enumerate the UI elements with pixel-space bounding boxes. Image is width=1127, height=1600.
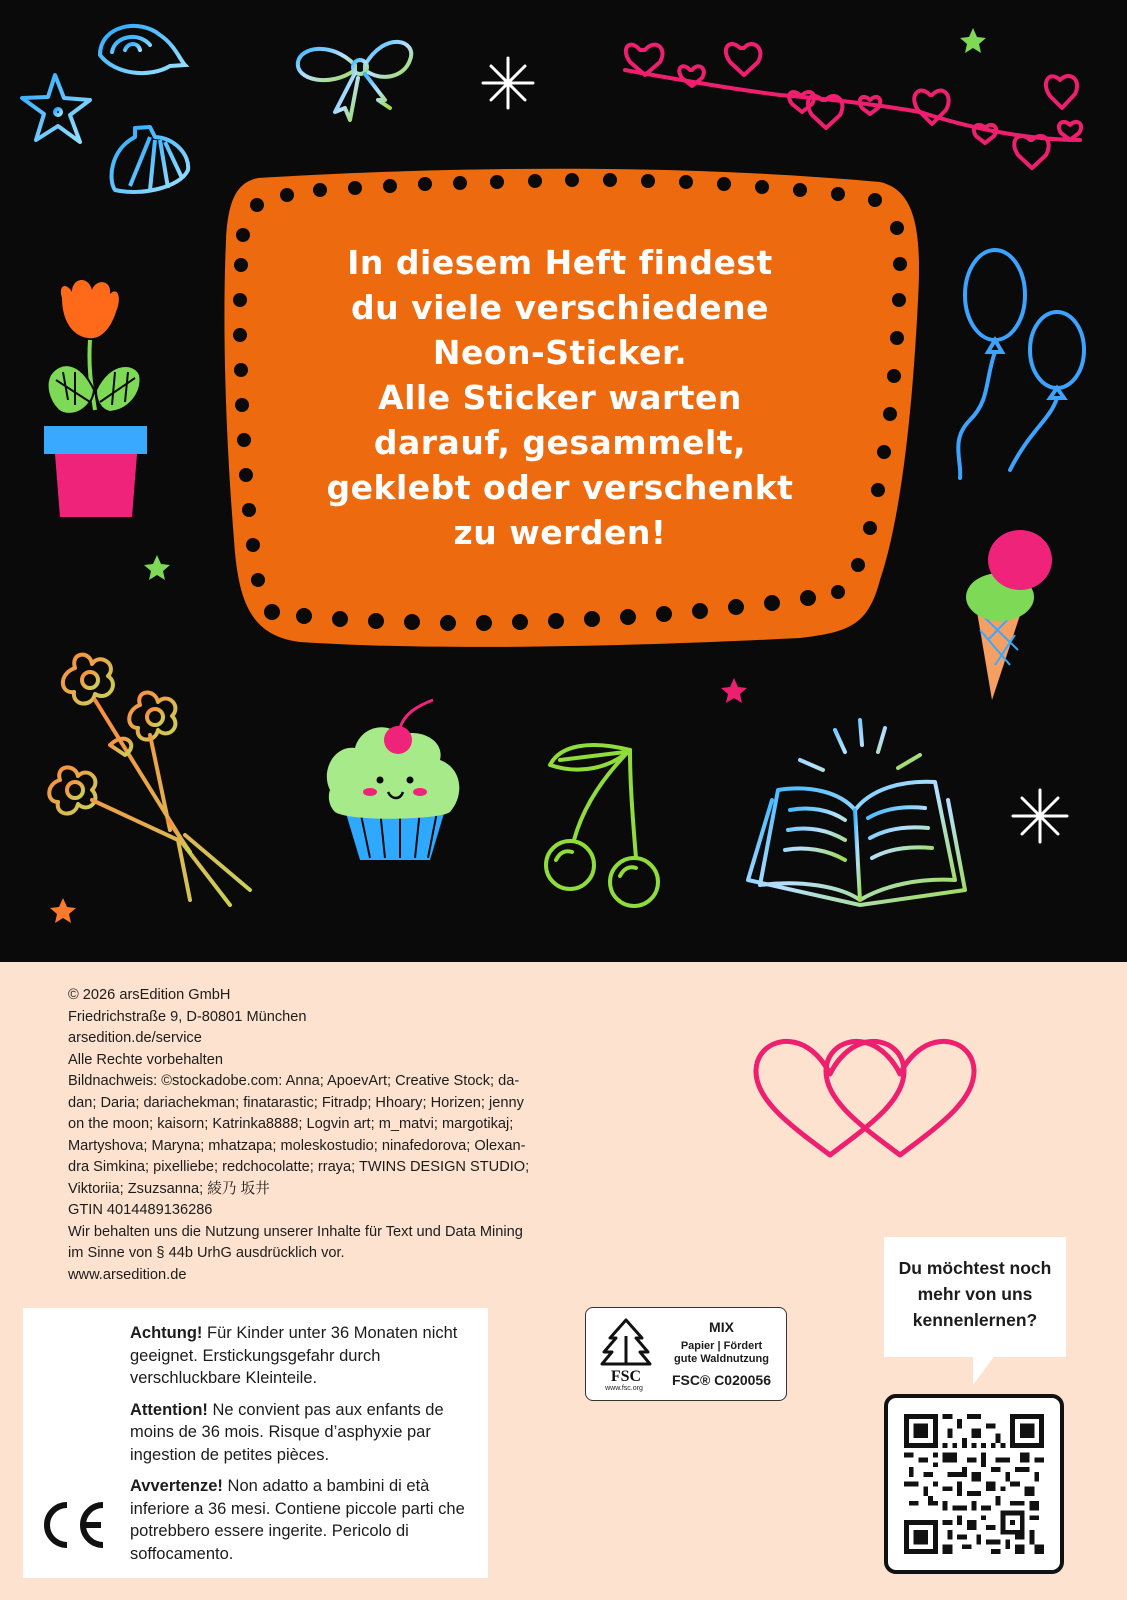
warning-it-body: Non adatto a bambini di età inferiore a 36 mesi. Contiene piccole parti che potrebbero essere ingerite. Pericolo di soffocamento. bbox=[130, 1477, 465, 1563]
cherries-icon bbox=[546, 745, 658, 906]
fsc-label bbox=[585, 1307, 787, 1401]
heart-garland-icon bbox=[625, 44, 1081, 168]
speech-bubble bbox=[884, 1237, 1066, 1357]
warning-fr-title: Attention! bbox=[130, 1400, 208, 1419]
fsc-details bbox=[664, 1318, 779, 1388]
imprint-line: on the moon; kaisorn; Katrinka8888; Logvin art; m_matvi; margotikaj; bbox=[68, 1116, 514, 1132]
bubble-line: Neon-Sticker. bbox=[432, 333, 688, 372]
imprint-line: im Sinne von § 44b UrhG ausdrücklich vor. bbox=[68, 1245, 345, 1261]
flower-bouquet-icon bbox=[49, 655, 250, 905]
fsc-paper-line1: Papier | Fördert bbox=[680, 1340, 763, 1352]
imprint-line: Bildnachweis: ©stockadobe.com: Anna; ApoevArt; Creative Stock; da- bbox=[68, 1073, 520, 1089]
speech-line: kennenlernen? bbox=[912, 1310, 1038, 1330]
qr-code-icon bbox=[904, 1414, 1044, 1554]
warning-de-body: Für Kinder unter 36 Monaten nicht geeignet. Erstickungsgefahr durch verschluckbare Kleinteile. bbox=[130, 1324, 458, 1387]
imprint-line: © 2026 arsEdition GmbH bbox=[68, 987, 231, 1003]
bubble-line: In diesem Heft findest bbox=[347, 243, 773, 282]
imprint-line: Viktoriia; Zsuzsanna; 綾乃 坂井 bbox=[68, 1180, 270, 1197]
warning-de-title: Achtung! bbox=[130, 1324, 203, 1342]
fsc-logo-text: FSC bbox=[610, 1368, 642, 1384]
imprint-text bbox=[68, 985, 588, 1286]
fsc-code: FSC® C020056 bbox=[671, 1372, 772, 1388]
seashell-icon bbox=[112, 127, 189, 192]
warning-text bbox=[130, 1322, 480, 1574]
speech-line: mehr von uns bbox=[917, 1284, 1033, 1304]
speech-text bbox=[884, 1255, 1066, 1333]
warning-fr-body: Ne convient pas aux enfants de moins de 36 mois. Risque d’asphyxie par ingestion de petites pièces. bbox=[130, 1400, 444, 1464]
speech-line: Du möchtest noch bbox=[898, 1258, 1052, 1278]
double-heart-icon bbox=[750, 1030, 980, 1170]
bubble-message bbox=[300, 240, 820, 555]
bubble-line: Alle Sticker warten bbox=[378, 378, 742, 417]
open-book-icon bbox=[748, 720, 965, 905]
warning-fr bbox=[130, 1399, 480, 1467]
starfish-icon bbox=[22, 75, 90, 142]
ice-cream-icon bbox=[966, 530, 1052, 700]
flower-pot-icon bbox=[44, 280, 147, 517]
bow-icon bbox=[298, 42, 411, 120]
warning-de bbox=[130, 1322, 480, 1390]
ce-mark-icon bbox=[37, 1501, 109, 1549]
bubble-line: du viele verschiedene bbox=[351, 288, 769, 327]
balloons-icon bbox=[958, 250, 1084, 478]
imprint-line: arsedition.de/service bbox=[68, 1030, 202, 1046]
imprint-line: Martyshova; Maryna; mhatzapa; moleskostudio; ninafedorova; Olexan- bbox=[68, 1137, 526, 1154]
imprint-line: Friedrichstraße 9, D-80801 München bbox=[68, 1008, 307, 1025]
bubble-line: geklebt oder verschenkt bbox=[326, 468, 794, 507]
imprint-line: dra Simkina; pixelliebe; redchocolatte; rraya; TWINS DESIGN STUDIO; bbox=[68, 1159, 530, 1175]
imprint-line: GTIN 4014489136286 bbox=[68, 1202, 213, 1218]
imprint-line: Alle Rechte vorbehalten bbox=[68, 1051, 223, 1068]
speech-bubble-tail bbox=[973, 1355, 995, 1385]
imprint-line: www.arsedition.de bbox=[68, 1266, 187, 1283]
fsc-tree-icon bbox=[596, 1316, 656, 1384]
bubble-line: zu werden! bbox=[453, 513, 667, 552]
cupcake-icon bbox=[327, 700, 459, 860]
imprint-line: dan; Daria; dariachekman; finatarastic; Fitradp; Hhoary; Horizen; jenny bbox=[68, 1094, 524, 1111]
shell-icon bbox=[100, 26, 185, 73]
warning-it bbox=[130, 1475, 480, 1565]
bubble-line: darauf, gesammelt, bbox=[373, 423, 747, 462]
qr-code[interactable] bbox=[884, 1394, 1064, 1574]
fsc-paper-line2: gute Waldnutzung bbox=[674, 1353, 769, 1365]
warning-it-title: Avvertenze! bbox=[130, 1477, 223, 1495]
fsc-mix: MIX bbox=[709, 1319, 734, 1335]
safety-warning-box bbox=[23, 1308, 488, 1578]
imprint-line: Wir behalten uns die Nutzung unserer Inhalte für Text und Data Mining bbox=[68, 1223, 523, 1240]
fsc-site: www.fsc.org bbox=[605, 1385, 643, 1392]
